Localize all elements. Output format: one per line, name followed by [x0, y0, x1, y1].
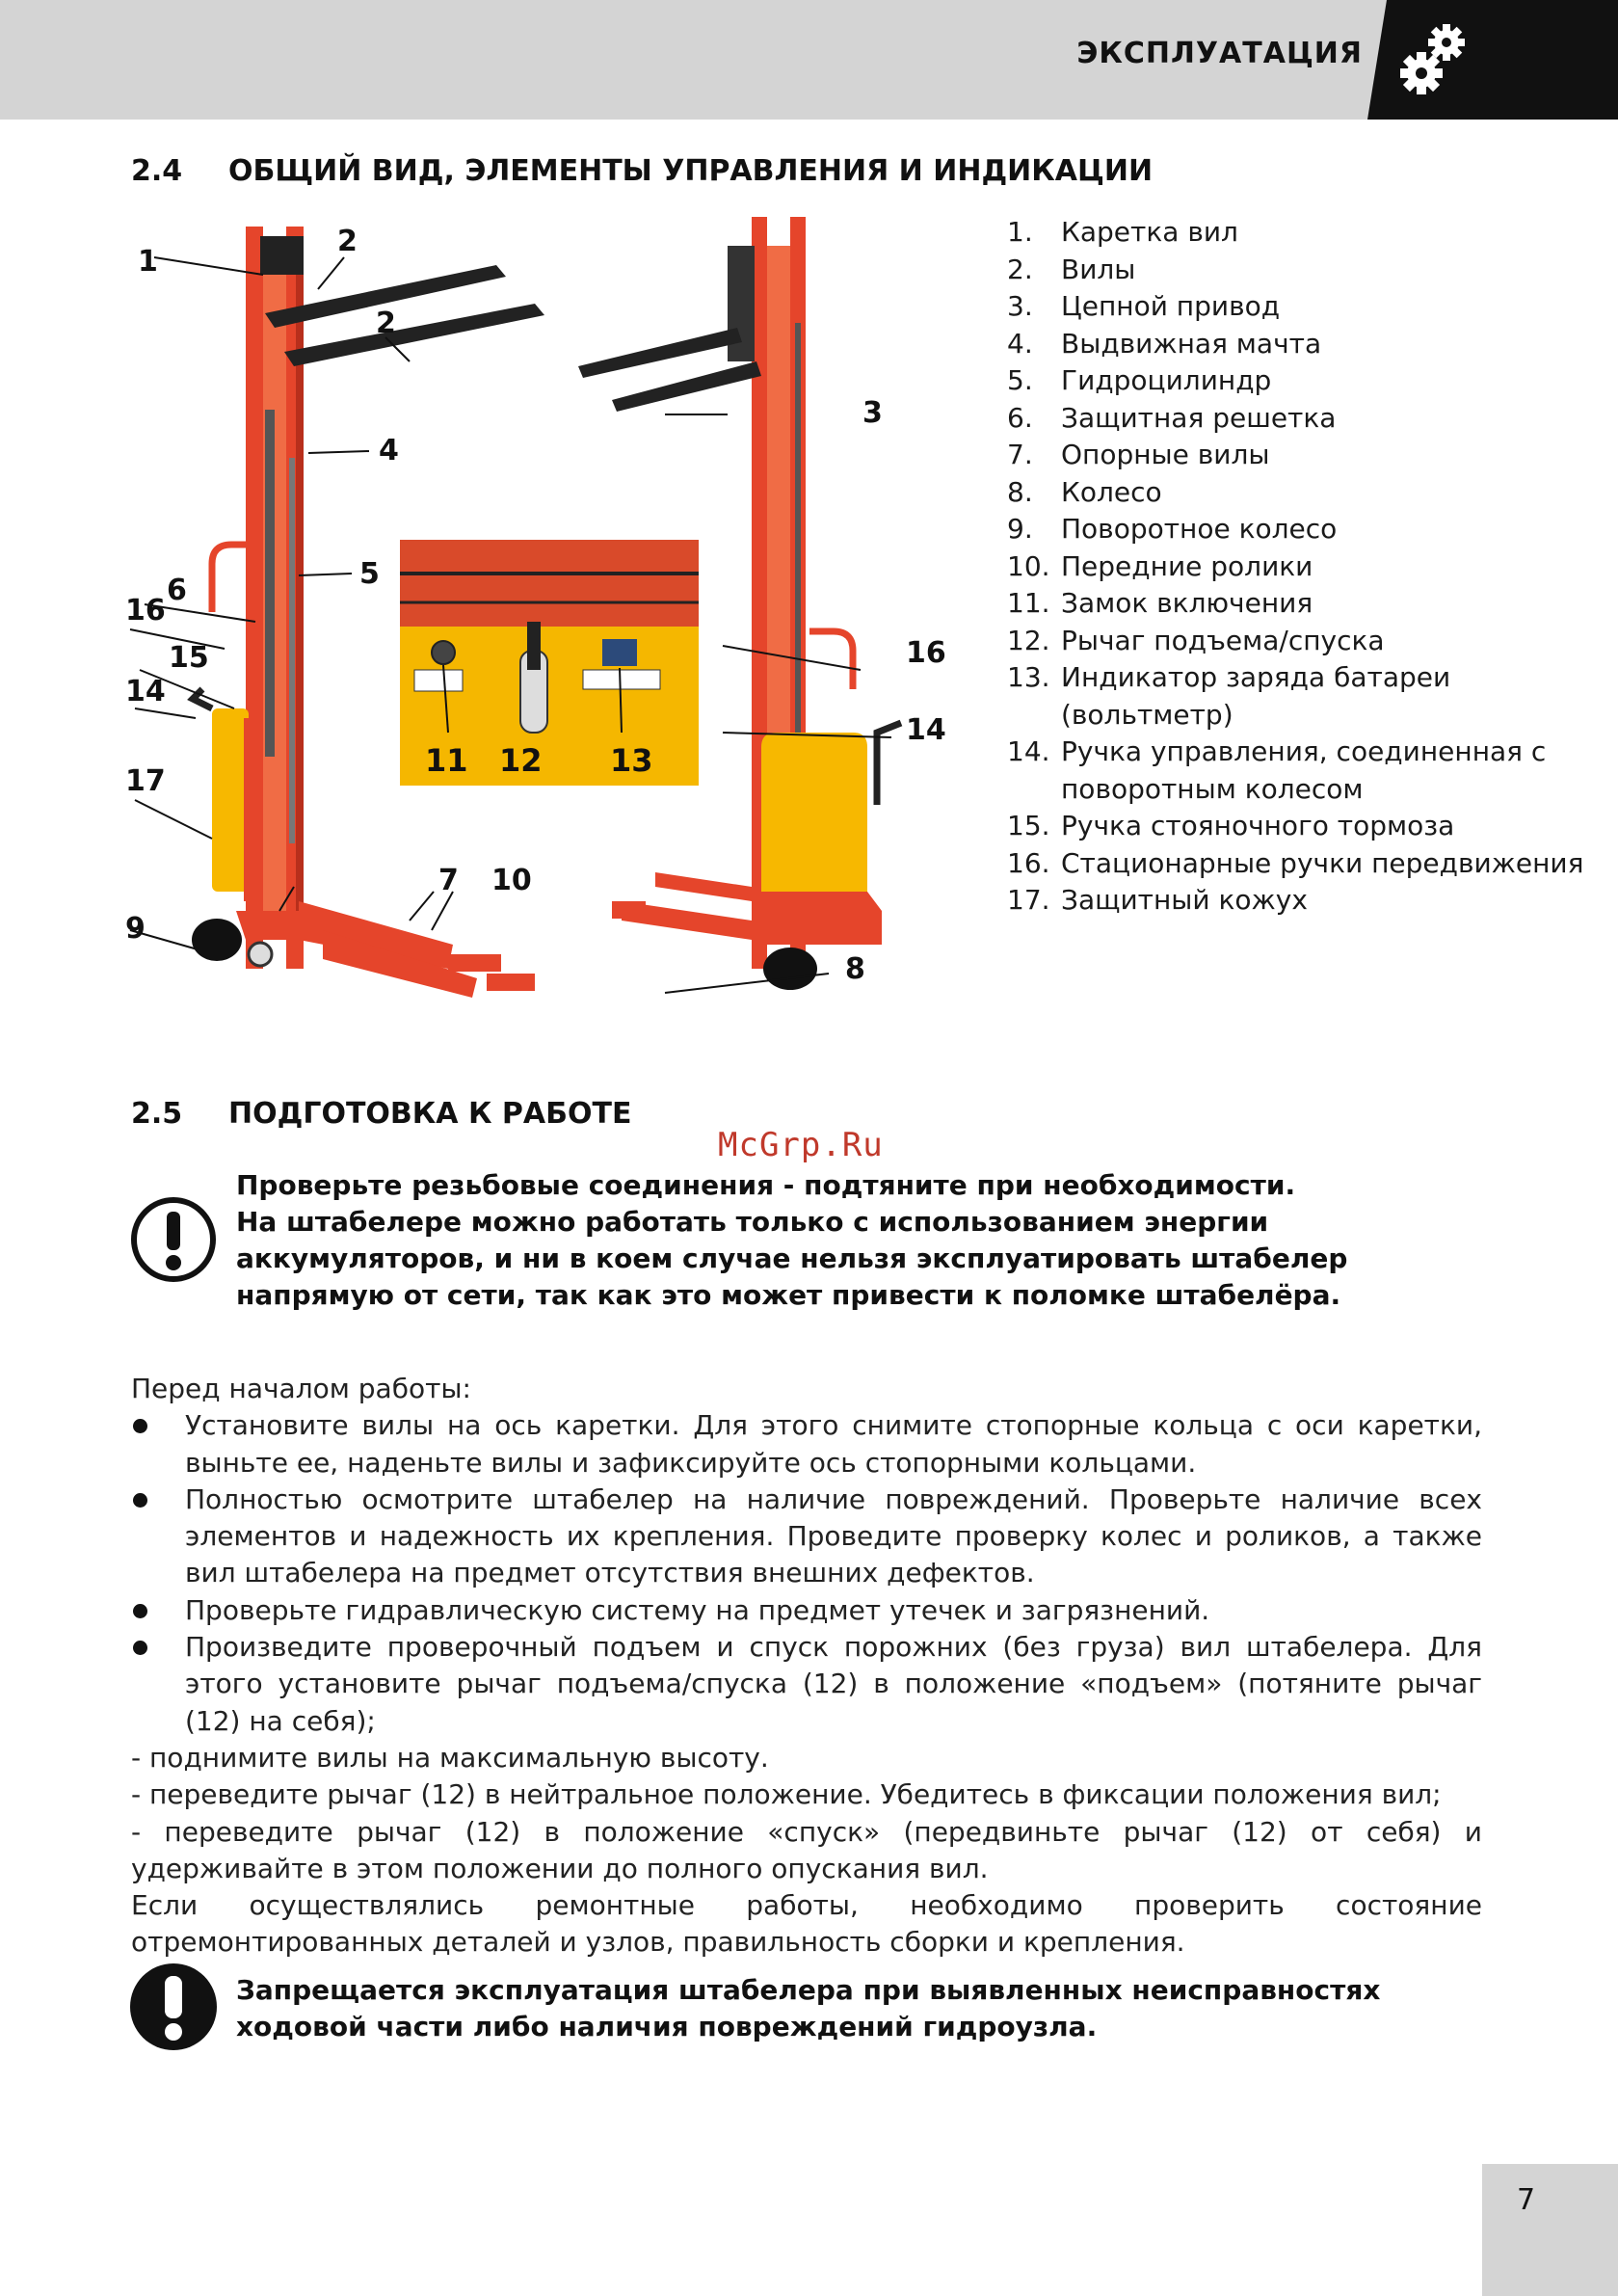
warning-block-2 [236, 1972, 1489, 2045]
callout-3: 3 [862, 396, 883, 430]
step-item: - переведите рычаг (12) в положение «спуск» (передвиньте рычаг (12) от себя) и удерживайте в этом положении до полного опускания вил. [131, 1815, 1482, 1884]
exclamation-outline-icon [129, 1195, 218, 1284]
legend-item: 13. Индикатор заряда батареи (вольтметр) [1007, 661, 1451, 731]
callout-16-right: 16 [906, 636, 946, 670]
gears-icon [1400, 21, 1473, 98]
legend-item: 4. Выдвижная мачта [1007, 327, 1322, 360]
legend-item: 16. Стационарные ручки передвижения [1007, 846, 1584, 879]
warning-line: Запрещается эксплуатация штабелера при выявленных неисправностях ходовой части либо наличия повреждений гидроузла. [236, 1974, 1381, 2042]
callout-11: 11 [425, 742, 468, 779]
warning-line: На штабелере можно работать только с использованием энергии аккумуляторов, и ни в коем случае нельзя эксплуатировать штабелер напрямую от сети, так как это может привести к поломке штабелёра. [236, 1206, 1348, 1311]
legend-item: 2. Вилы [1007, 253, 1136, 285]
legend-item: 7. Опорные вилы [1007, 439, 1270, 470]
callout-13: 13 [610, 742, 653, 779]
preparation-text [131, 1371, 1482, 1962]
callout-2-left: 2 [337, 225, 358, 258]
header-title: ЭКСПЛУАТАЦИЯ [1076, 37, 1363, 70]
step-item: - переведите рычаг (12) в нейтральное положение. Убедитесь в фиксации положения вил; [131, 1778, 1442, 1811]
closing-text: Если осуществлялись ремонтные работы, необходимо проверить состояние отремонтированных деталей и узлов, правильность сборки и крепления. [131, 1889, 1482, 1959]
callout-2-right: 2 [376, 307, 396, 340]
callout-10: 10 [491, 864, 532, 897]
section-24-number: 2.4 [131, 154, 183, 188]
legend-item: 17. Защитный кожух [1007, 884, 1308, 916]
callout-14-right: 14 [906, 713, 946, 747]
bullet-item: Полностью осмотрите штабелер на наличие повреждений. Проверьте наличие всех элементов и надежность их крепления. Проведите проверку колес и роликов, а также вил штабелера на предмет отсутствия внешних дефектов. [131, 1482, 1482, 1592]
legend-item: 6. Защитная решетка [1007, 401, 1337, 434]
section-24-title: ОБЩИЙ ВИД, ЭЛЕМЕНТЫ УПРАВЛЕНИЯ И ИНДИКАЦИИ [228, 154, 1154, 188]
exclamation-filled-icon [129, 1962, 218, 2051]
legend-item: 15. Ручка стояночного тормоза [1007, 810, 1455, 841]
legend-item: 5. Гидроцилиндр [1007, 364, 1272, 396]
warning-line: Проверьте резьбовые соединения - подтяните при необходимости. [236, 1169, 1296, 1201]
legend-item: 8. Колесо [1007, 475, 1162, 508]
legend-item: 1. Каретка вил [1007, 216, 1238, 248]
callout-6: 6 [167, 574, 187, 607]
bullet-item: Установите вилы на ось каретки. Для этого снимите стопорные кольца с оси каретки, выньте ее, наденьте вилы и зафиксируйте ось стопорными кольцами. [131, 1407, 1482, 1482]
callout-4: 4 [379, 434, 399, 467]
stacker-illustration [120, 207, 968, 1017]
parts-legend [1007, 214, 1585, 920]
callout-1: 1 [138, 245, 158, 279]
callout-7: 7 [438, 864, 459, 897]
callout-8: 8 [845, 952, 865, 986]
page-number: 7 [1517, 2183, 1536, 2217]
section-25-number: 2.5 [131, 1097, 183, 1131]
legend-item: 14. Ручка управления, соединенная с поворотным колесом [1007, 735, 1547, 805]
intro-text: Перед началом работы: [131, 1373, 471, 1404]
page-number-box [1482, 2164, 1618, 2296]
warning-block-1 [236, 1167, 1489, 1314]
callout-15: 15 [169, 641, 209, 675]
legend-item: 9. Поворотное колесо [1007, 513, 1338, 545]
legend-item: 10. Передние ролики [1007, 549, 1313, 582]
callout-17: 17 [125, 764, 166, 798]
page-header [0, 0, 1618, 120]
step-item: - поднимите вилы на максимальную высоту. [131, 1741, 769, 1774]
legend-item: 11. Замок включения [1007, 587, 1313, 619]
bullet-item: Проверьте гидравлическую систему на предмет утечек и загрязнений. [131, 1592, 1482, 1629]
legend-item: 3. Цепной привод [1007, 290, 1281, 322]
callout-12: 12 [499, 742, 543, 779]
callout-14-left: 14 [125, 675, 166, 708]
callout-9: 9 [125, 912, 146, 946]
watermark: McGrp.Ru [718, 1126, 884, 1164]
bullet-item: Произведите проверочный подъем и спуск порожних (без груза) вил штабелера. Для этого установите рычаг подъема/спуска (12) в положение «подъем» (потяните рычаг (12) на себя); [131, 1629, 1482, 1740]
callout-16-left: 16 [125, 594, 166, 627]
callout-5: 5 [359, 557, 380, 591]
section-25-title: ПОДГОТОВКА К РАБОТЕ [228, 1097, 632, 1131]
legend-item: 12. Рычаг подъема/спуска [1007, 624, 1385, 656]
